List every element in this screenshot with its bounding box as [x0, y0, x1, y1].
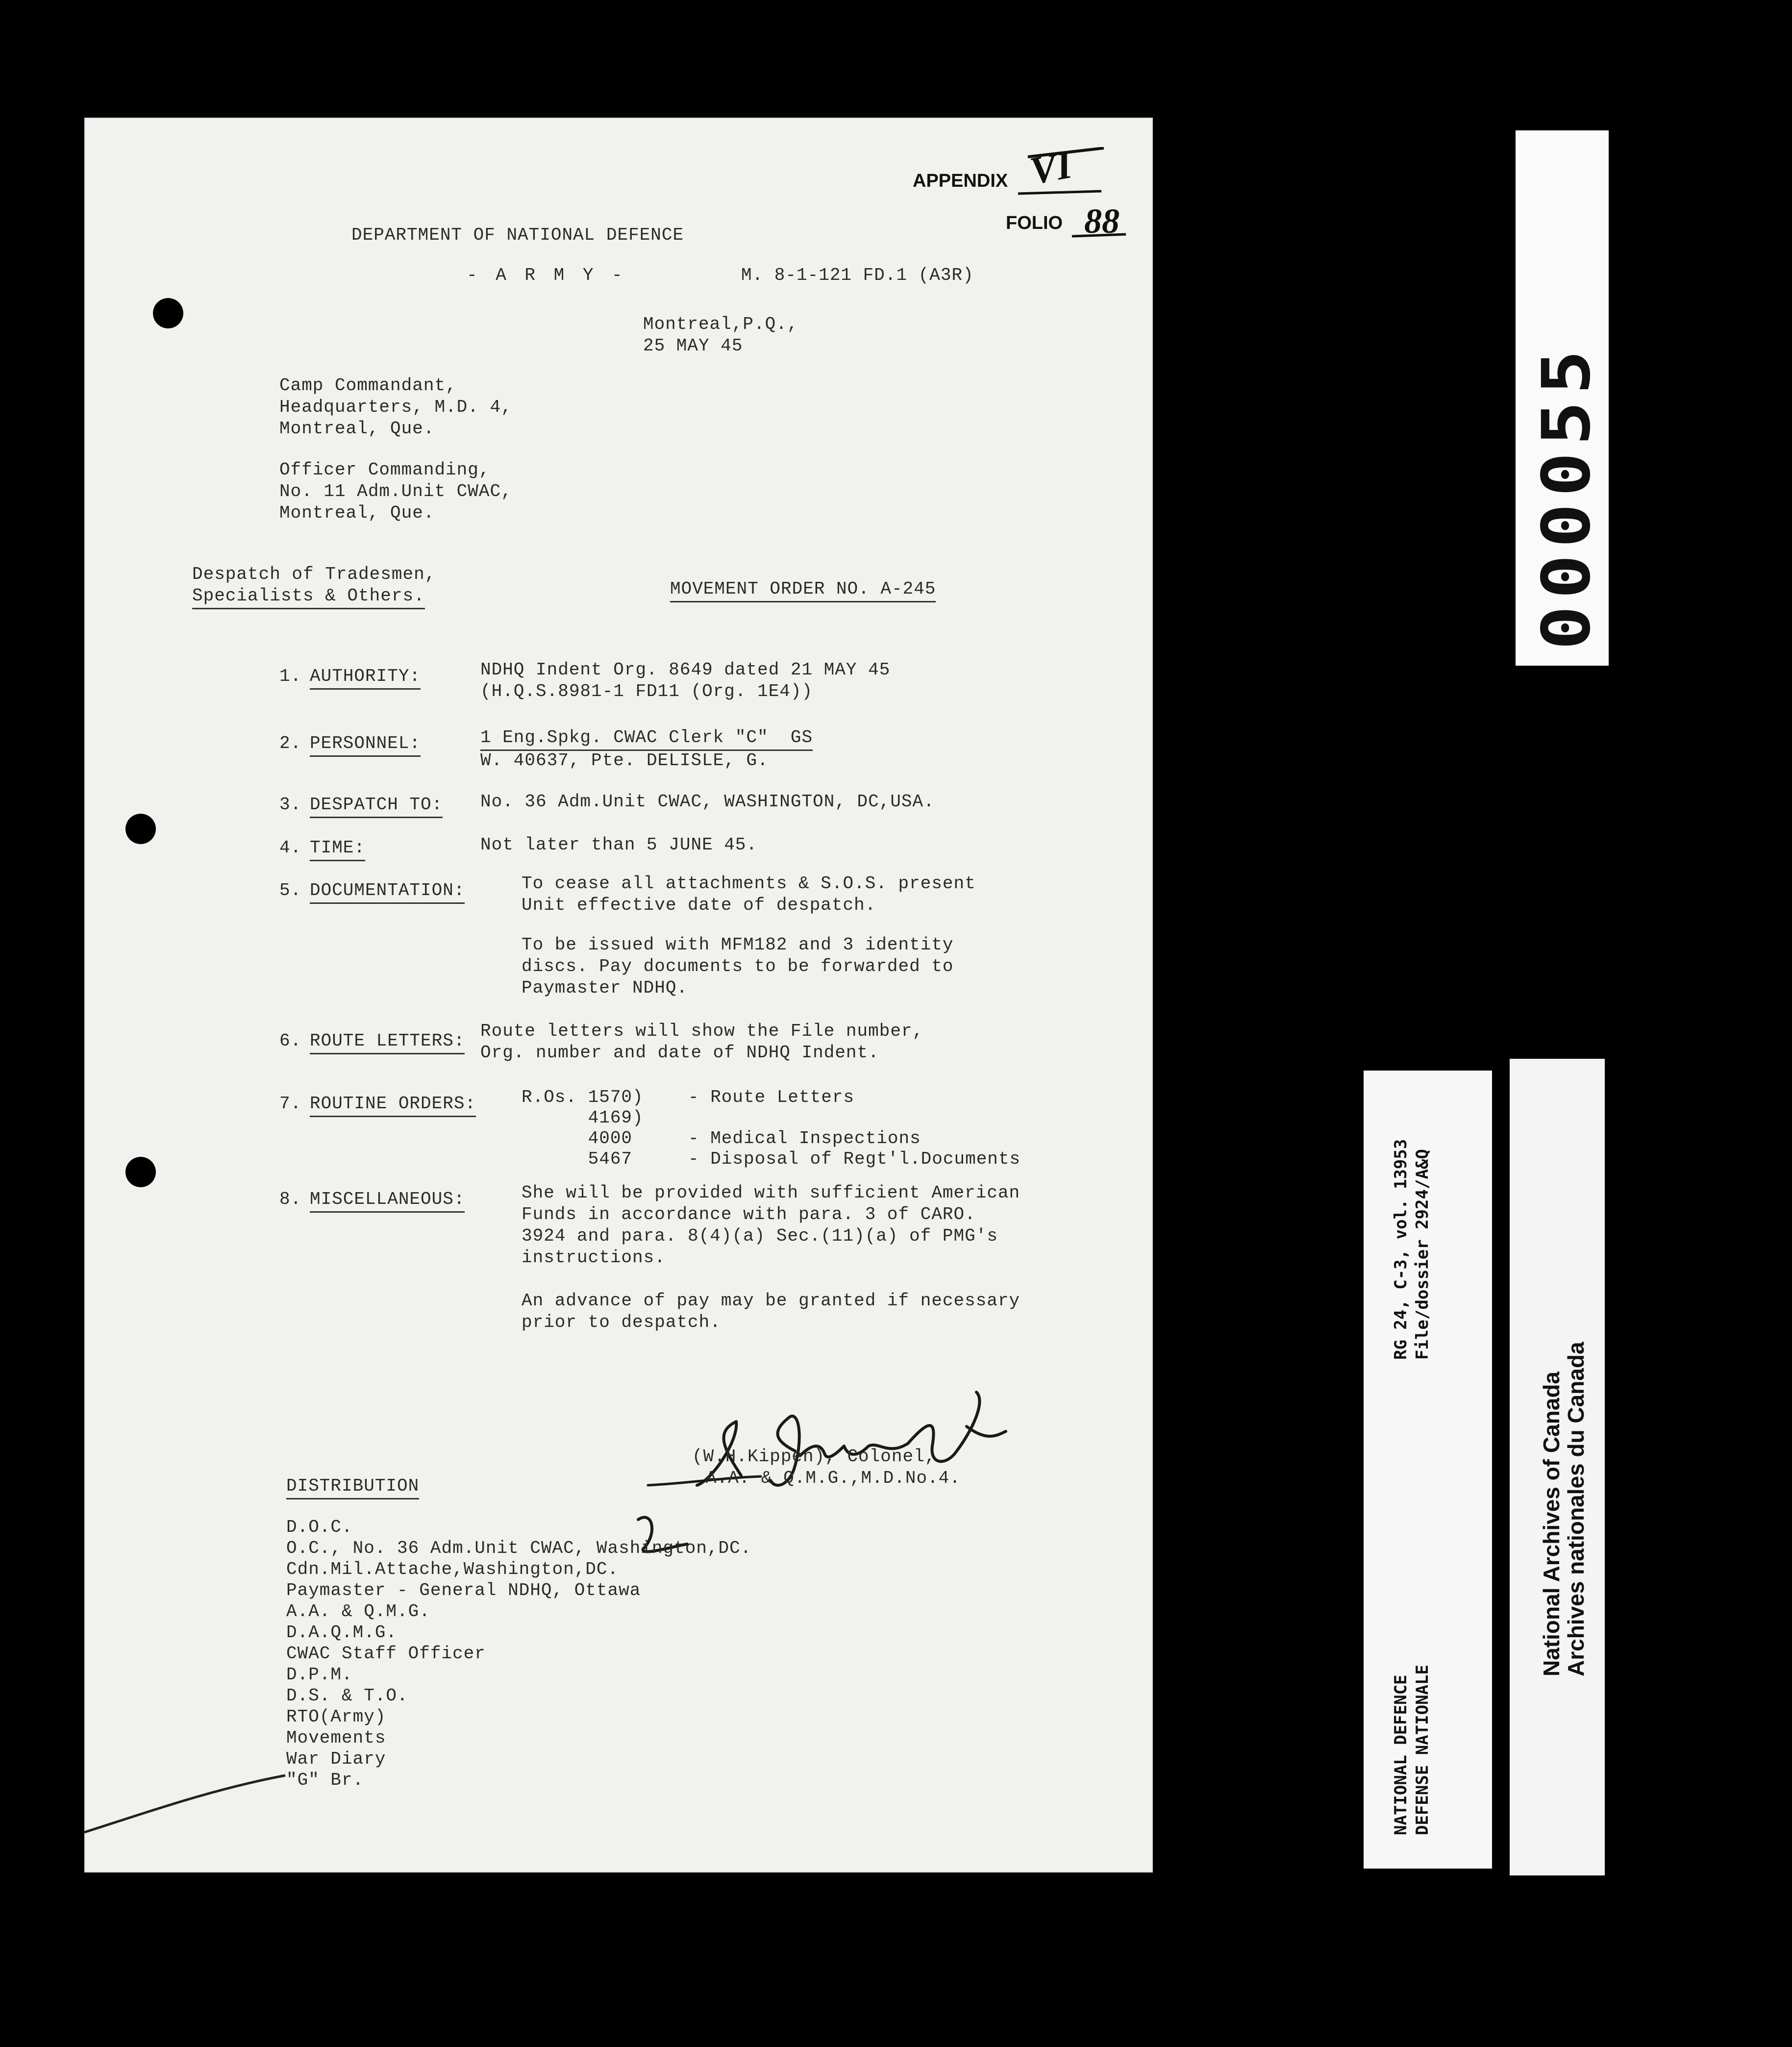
item-label-miscellaneous: MISCELLANEOUS: [310, 1189, 465, 1213]
subject-line-2: Specialists & Others. [192, 585, 425, 609]
distribution-title: DISTRIBUTION [286, 1475, 419, 1499]
item-number: 2. [279, 733, 302, 753]
signature-name: (W.H.Kippen), Colonel, [692, 1447, 936, 1467]
punch-hole-middle [125, 814, 156, 844]
signature-appointment: A.A. & Q.M.G.,M.D.No.4. [706, 1468, 961, 1488]
item-label-despatch: DESPATCH TO: [310, 794, 443, 818]
item-text-miscellaneous-2: An advance of pay may be granted if necessary prior to despatch. [522, 1291, 1020, 1332]
item-number: 6. [279, 1031, 302, 1051]
subject-line-1: Despatch of Tradesmen, [192, 564, 436, 584]
department-heading: DEPARTMENT OF NATIONAL DEFENCE [351, 225, 684, 245]
item-text-routine-orders-subjects: - Route Letters - Medical Inspections - Disposal of Regt'l.Documents [688, 1087, 1021, 1169]
order-title: MOVEMENT ORDER NO. A-245 [670, 578, 936, 602]
item-text-personnel-2: W. 40637, Pte. DELISLE, G. [480, 750, 769, 771]
item-label-personnel: PERSONNEL: [310, 733, 421, 757]
item-label-routine-orders: ROUTINE ORDERS: [310, 1093, 476, 1117]
reference-line-2: File/dossier 2924/A&Q [1413, 1149, 1432, 1360]
item-text-miscellaneous-1: She will be provided with sufficient American Funds in accordance with para. 3 of CARO. 3924 and para. 8(4)(a) Sec.(11)(a) of PMG's instructions. [522, 1183, 1020, 1268]
appendix-value: VI [1026, 143, 1075, 193]
file-reference: M. 8-1-121 FD.1 (A3R) [741, 265, 974, 285]
archives-strip [1510, 1059, 1605, 1875]
folio-value: 88 [1084, 201, 1120, 241]
document-page [84, 118, 1153, 1872]
addressee-line: Officer Commanding, [279, 460, 490, 480]
item-text-route-letters: Route letters will show the File number, Org. number and date of NDHQ Indent. [480, 1021, 924, 1063]
army-heading: - A R M Y - [467, 265, 626, 285]
archives-name-french: Archives nationales du Canada [1563, 1342, 1589, 1676]
date: 25 MAY 45 [643, 336, 743, 356]
folio-underline [1070, 231, 1128, 241]
place: Montreal,P.Q., [643, 314, 798, 334]
appendix-underline [1013, 147, 1111, 206]
punch-hole-top [153, 298, 183, 328]
folio-label: FOLIO [1006, 213, 1063, 233]
item-number: 3. [279, 795, 302, 815]
item-label-time: TIME: [310, 837, 365, 861]
item-text-authority: NDHQ Indent Org. 8649 dated 21 MAY 45 (H.Q.S.8981-1 FD11 (Org. 1E4)) [480, 660, 891, 701]
item-text-documentation-1: To cease all attachments & S.O.S. present Unit effective date of despatch. [522, 874, 976, 915]
appendix-label: APPENDIX [913, 171, 1008, 191]
item-label-route-letters: ROUTE LETTERS: [310, 1030, 465, 1054]
item-text-despatch: No. 36 Adm.Unit CWAC, WASHINGTON, DC,USA. [480, 792, 935, 812]
punch-hole-bottom [125, 1157, 156, 1187]
addressee-line: No. 11 Adm.Unit CWAC, [279, 481, 512, 501]
frame-number-strip [1516, 130, 1609, 666]
item-text-time: Not later than 5 JUNE 45. [480, 835, 758, 855]
reference-line-1: RG 24, C-3, vol. 13953 [1391, 1139, 1411, 1360]
item-label-authority: AUTHORITY: [310, 666, 421, 690]
department-line-2: DEFENSE NATIONALE [1413, 1665, 1432, 1835]
item-number: 7. [279, 1094, 302, 1114]
department-line-1: NATIONAL DEFENCE [1391, 1674, 1411, 1835]
addressee-line: Headquarters, M.D. 4, [279, 397, 512, 417]
item-text-documentation-2: To be issued with MFM182 and 3 identity discs. Pay documents to be forwarded to Paymaster NDHQ. [522, 935, 954, 998]
addressee-line: Camp Commandant, [279, 375, 457, 396]
archives-name-english: National Archives of Canada [1539, 1371, 1564, 1676]
item-number: 4. [279, 838, 302, 858]
frame-number: 000055 [1528, 343, 1605, 650]
item-number: 1. [279, 666, 302, 686]
distribution-list: D.O.C. O.C., No. 36 Adm.Unit CWAC, Washington,DC. Cdn.Mil.Attache,Washington,DC. Paymaster - General NDHQ, Ottawa A.A. & Q.M.G. D.A.Q.M.G. CWAC Staff Officer D.P.M. D.S. & T.O. RTO(Army) Movements War Diary "G" Br. [286, 1517, 752, 1790]
item-number: 5. [279, 880, 302, 900]
pencil-mark [84, 1745, 329, 1843]
addressee-line: Montreal, Que. [279, 503, 435, 523]
item-number: 8. [279, 1189, 302, 1209]
item-label-documentation: DOCUMENTATION: [310, 880, 465, 904]
item-text-routine-orders-numbers: R.Os. 1570) 4169) 4000 5467 [522, 1087, 644, 1169]
item-text-personnel-1: 1 Eng.Spkg. CWAC Clerk "C" GS [480, 727, 813, 751]
reference-strip [1364, 1071, 1492, 1869]
addressee-line: Montreal, Que. [279, 419, 435, 439]
